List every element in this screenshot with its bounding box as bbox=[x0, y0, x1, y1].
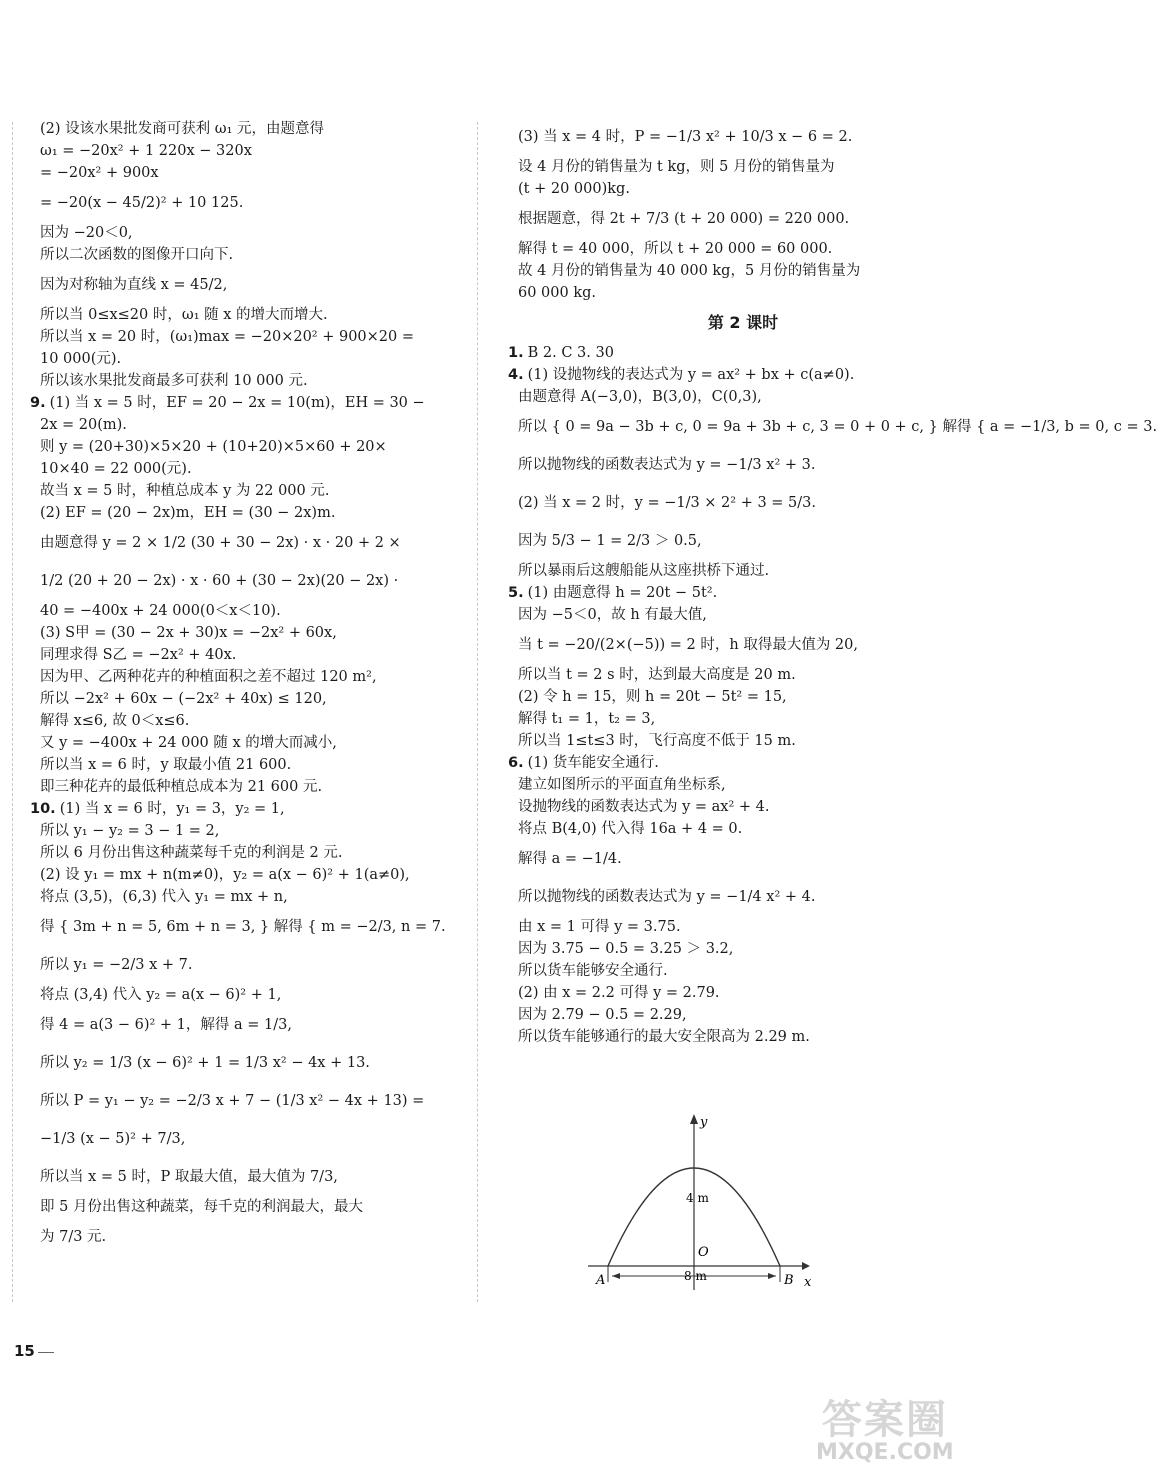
solution-line bbox=[30, 1218, 470, 1256]
line-text: 所以该水果批发商最多可获利 10 000 元. bbox=[40, 373, 308, 389]
x-axis-arrow bbox=[802, 1262, 810, 1270]
line-text: 由 x = 1 可得 y = 3.75. bbox=[518, 919, 681, 935]
solution-line bbox=[508, 282, 978, 304]
line-text: 将点 (3,5)，(6,3) 代入 y₁ = mx + n, bbox=[40, 889, 288, 905]
line-text: 10×40 = 22 000(元). bbox=[40, 461, 192, 477]
solution-line bbox=[508, 1026, 978, 1048]
line-text: 所以 y₁ = −2/3 x + 7. bbox=[40, 957, 193, 973]
line-text: 因为 −5＜0，故 h 有最大值, bbox=[518, 607, 707, 623]
solution-line bbox=[508, 342, 978, 364]
solution-line bbox=[508, 878, 978, 916]
line-text: 10 000(元). bbox=[40, 351, 122, 367]
line-text: 将点 B(4,0) 代入得 16a + 4 = 0. bbox=[518, 821, 743, 837]
line-text: 所以当 x = 6 时，y 取最小值 21 600. bbox=[40, 757, 292, 773]
solution-line bbox=[508, 560, 978, 582]
solution-line bbox=[30, 458, 470, 480]
solution-line bbox=[30, 118, 470, 140]
y-axis-arrow bbox=[690, 1114, 698, 1124]
solution-line bbox=[30, 1120, 470, 1158]
solution-line bbox=[30, 1196, 470, 1218]
line-text: 由题意得 A(−3,0)，B(3,0)，C(0,3), bbox=[518, 389, 762, 405]
solution-line bbox=[30, 886, 470, 908]
solution-line bbox=[30, 1082, 470, 1120]
line-text: (2) 由 x = 2.2 可得 y = 2.79. bbox=[518, 985, 720, 1001]
parabola-bridge-diagram bbox=[588, 1112, 820, 1290]
solution-line bbox=[30, 732, 470, 754]
solution-line bbox=[30, 710, 470, 732]
problem-number: 5. bbox=[508, 585, 524, 601]
solution-line bbox=[508, 938, 978, 960]
width-arrow-right bbox=[768, 1273, 776, 1279]
solution-line bbox=[30, 754, 470, 776]
line-text: 所以 y₂ = 1/3 (x − 6)² + 1 = 1/3 x² − 4x + 13. bbox=[40, 1055, 370, 1071]
line-text: 故当 x = 5 时，种植总成本 y 为 22 000 元. bbox=[40, 483, 330, 499]
solution-line bbox=[30, 1006, 470, 1044]
line-text: 所以 y₁ − y₂ = 3 − 1 = 2, bbox=[40, 823, 220, 839]
line-text: 得 { 3m + n = 5, 6m + n = 3, } 解得 { m = −2/3, n = 7. bbox=[40, 919, 446, 935]
point-a-label: A bbox=[596, 1273, 606, 1288]
line-text: = −20(x − 45/2)² + 10 125. bbox=[40, 195, 244, 211]
line-text: 60 000 kg. bbox=[518, 285, 597, 301]
solution-line bbox=[30, 480, 470, 502]
solution-line bbox=[508, 796, 978, 818]
line-text: 得 4 = a(3 − 6)² + 1，解得 a = 1/3, bbox=[40, 1017, 292, 1033]
solution-line bbox=[508, 664, 978, 686]
line-text: (t + 20 000)kg. bbox=[518, 181, 630, 197]
solution-line bbox=[508, 774, 978, 796]
line-text: (1) 设抛物线的表达式为 y = ax² + bx + c(a≠0). bbox=[527, 367, 855, 383]
line-text: 因为 −20＜0, bbox=[40, 225, 133, 241]
left-column bbox=[30, 118, 470, 1256]
line-text: 所以货车能够通行的最大安全限高为 2.29 m. bbox=[518, 1029, 810, 1045]
solution-line bbox=[508, 982, 978, 1004]
solution-line bbox=[30, 688, 470, 710]
solution-line bbox=[30, 304, 470, 326]
problem-number: 1. bbox=[508, 345, 524, 361]
line-text: 所以二次函数的图像开口向下. bbox=[40, 247, 234, 263]
problem-number: 4. bbox=[508, 367, 524, 383]
line-text: 所以当 0≤x≤20 时，ω₁ 随 x 的增大而增大. bbox=[40, 307, 328, 323]
solution-line bbox=[30, 946, 470, 984]
line-text: 所以抛物线的函数表达式为 y = −1/4 x² + 4. bbox=[518, 889, 816, 905]
solution-line bbox=[508, 200, 978, 238]
solution-line bbox=[508, 522, 978, 560]
problem-number: 9. bbox=[30, 395, 46, 411]
line-text: (2) 设该水果批发商可获利 ω₁ 元，由题意得 bbox=[40, 121, 325, 137]
solution-line bbox=[508, 408, 1157, 446]
solution-line bbox=[30, 140, 470, 162]
solution-line bbox=[30, 984, 470, 1006]
solution-line bbox=[30, 436, 470, 458]
solution-line bbox=[30, 562, 470, 600]
line-text: 所以当 t = 2 s 时，达到最大高度是 20 m. bbox=[518, 667, 796, 683]
line-text: 即 5 月份出售这种蔬菜，每千克的利润最大，最大 bbox=[40, 1199, 363, 1215]
line-text: 因为 5/3 − 1 = 2/3 ＞ 0.5, bbox=[518, 533, 702, 549]
problem-number: 10. bbox=[30, 801, 56, 817]
line-text: 解得 t₁ = 1，t₂ = 3, bbox=[518, 711, 656, 727]
solution-line bbox=[508, 752, 978, 774]
solution-line bbox=[508, 604, 978, 626]
line-text: 所以货车能够安全通行. bbox=[518, 963, 668, 979]
line-text: (2) 设 y₁ = mx + n(m≠0)，y₂ = a(x − 6)² + 1(a≠0), bbox=[40, 867, 410, 883]
line-text: 因为甲、乙两种花卉的种植面积之差不超过 120 m², bbox=[40, 669, 377, 685]
solution-line bbox=[30, 908, 470, 946]
solution-line bbox=[508, 484, 978, 522]
line-text: (1) 由题意得 h = 20t − 5t². bbox=[527, 585, 718, 601]
line-text: 因为 2.79 − 0.5 = 2.29, bbox=[518, 1007, 687, 1023]
solution-line bbox=[508, 960, 978, 982]
x-axis-label: x bbox=[804, 1275, 812, 1290]
solution-line bbox=[508, 840, 978, 878]
line-text: 因为 3.75 − 0.5 = 3.25 ＞ 3.2, bbox=[518, 941, 734, 957]
solution-line bbox=[30, 864, 470, 886]
solution-line bbox=[508, 238, 978, 260]
line-text: (3) 当 x = 4 时，P = −1/3 x² + 10/3 x − 6 = 2. bbox=[518, 129, 853, 145]
right-column bbox=[508, 118, 1157, 1048]
solution-line bbox=[30, 1158, 470, 1196]
line-text: 设抛物线的函数表达式为 y = ax² + 4. bbox=[518, 799, 770, 815]
line-text: 即三种花卉的最低种植总成本为 21 600 元. bbox=[40, 779, 323, 795]
line-text: 将点 (3,4) 代入 y₂ = a(x − 6)² + 1, bbox=[40, 987, 282, 1003]
problem-number: 6. bbox=[508, 755, 524, 771]
line-text: 为 7/3 元. bbox=[40, 1229, 107, 1245]
solution-line bbox=[30, 622, 470, 644]
left-margin-line bbox=[12, 122, 14, 1302]
line-text: 所以 6 月份出售这种蔬菜每千克的利润是 2 元. bbox=[40, 845, 343, 861]
line-text: 所以当 x = 5 时，P 取最大值，最大值为 7/3, bbox=[40, 1169, 338, 1185]
line-text: −1/3 (x − 5)² + 7/3, bbox=[40, 1131, 186, 1147]
solution-line bbox=[508, 260, 978, 282]
line-text: (2) 当 x = 2 时，y = −1/3 × 2² + 3 = 5/3. bbox=[518, 495, 816, 511]
line-text: 所以 −2x² + 60x − (−2x² + 40x) ≤ 120, bbox=[40, 691, 327, 707]
solution-line bbox=[30, 776, 470, 798]
line-text: 根据题意，得 2t + 7/3 (t + 20 000) = 220 000. bbox=[518, 211, 850, 227]
solution-line bbox=[508, 730, 978, 752]
solution-line bbox=[30, 666, 470, 688]
line-text: 40 = −400x + 24 000(0＜x＜10). bbox=[40, 603, 281, 619]
line-text: ω₁ = −20x² + 1 220x − 320x bbox=[40, 143, 252, 159]
line-text: 解得 x≤6, 故 0＜x≤6. bbox=[40, 713, 190, 729]
line-text: 所以当 1≤t≤3 时，飞行高度不低于 15 m. bbox=[518, 733, 796, 749]
y-axis-label: y bbox=[700, 1115, 708, 1130]
solution-line bbox=[30, 600, 470, 622]
solution-line bbox=[508, 156, 978, 178]
solution-line bbox=[30, 524, 470, 562]
line-text: 所以 { 0 = 9a − 3b + c, 0 = 9a + 3b + c, 3 = 0 + 0 + c, } 解得 { a = −1/3, b = 0, c = 3. bbox=[518, 419, 1157, 435]
solution-line bbox=[508, 708, 978, 730]
solution-line bbox=[508, 818, 978, 840]
solution-line bbox=[30, 644, 470, 666]
line-text: (1) 当 x = 6 时，y₁ = 3，y₂ = 1, bbox=[59, 801, 285, 817]
line-text: 同理求得 S乙 = −2x² + 40x. bbox=[40, 647, 237, 663]
line-text: (2) 令 h = 15，则 h = 20t − 5t² = 15, bbox=[518, 689, 787, 705]
section-heading: 第 2 课时 bbox=[707, 313, 779, 332]
line-text: 又 y = −400x + 24 000 随 x 的增大而减小, bbox=[40, 735, 337, 751]
solution-line bbox=[30, 348, 470, 370]
origin-label: O bbox=[698, 1245, 709, 1260]
solution-line bbox=[508, 686, 978, 708]
page-number: 15 bbox=[14, 1342, 35, 1360]
line-text: (2) EF = (20 − 2x)m，EH = (30 − 2x)m. bbox=[40, 505, 336, 521]
line-text: = −20x² + 900x bbox=[40, 165, 159, 181]
line-text: B 2. C 3. 30 bbox=[527, 345, 614, 361]
line-text: 建立如图所示的平面直角坐标系, bbox=[518, 777, 726, 793]
solution-line bbox=[30, 820, 470, 842]
solution-line bbox=[30, 326, 470, 348]
solution-line bbox=[508, 178, 978, 200]
solution-line bbox=[508, 626, 978, 664]
height-label: 4 m bbox=[686, 1191, 709, 1205]
line-text: 1/2 (20 + 20 − 2x) · x · 60 + (30 − 2x)(20 − 2x) · bbox=[40, 573, 399, 589]
solution-line bbox=[30, 162, 470, 184]
solution-line bbox=[508, 916, 978, 938]
solution-line bbox=[30, 266, 470, 304]
solution-line bbox=[30, 370, 470, 392]
line-text: 当 t = −20/(2×(−5)) = 2 时，h 取得最大值为 20, bbox=[518, 637, 858, 653]
watermark-site: MXQE.COM bbox=[816, 1440, 954, 1465]
line-text: (1) 货车能安全通行. bbox=[527, 755, 659, 771]
solution-line bbox=[30, 1044, 470, 1082]
line-text: 则 y = (20+30)×5×20 + (10+20)×5×60 + 20× bbox=[40, 439, 387, 455]
solution-line bbox=[30, 184, 470, 222]
watermark-logo bbox=[808, 1388, 988, 1466]
line-text: 所以暴雨后这艘船能从这座拱桥下通过. bbox=[518, 563, 770, 579]
line-text: 2x = 20(m). bbox=[40, 417, 127, 433]
line-text: 设 4 月份的销售量为 t kg，则 5 月份的销售量为 bbox=[518, 159, 835, 175]
solution-line bbox=[30, 414, 470, 436]
solution-line bbox=[508, 364, 978, 386]
line-text: 故 4 月份的销售量为 40 000 kg，5 月份的销售量为 bbox=[518, 263, 861, 279]
line-text: 所以 P = y₁ − y₂ = −2/3 x + 7 − (1/3 x² − 4x + 13) = bbox=[40, 1093, 425, 1109]
line-text: (1) 当 x = 5 时，EF = 20 − 2x = 10(m)，EH = 30 − bbox=[49, 395, 425, 411]
line-text: 由题意得 y = 2 × 1/2 (30 + 30 − 2x) · x · 20 + 2 × bbox=[40, 535, 401, 551]
watermark-text: 答案圈 bbox=[822, 1397, 948, 1443]
width-arrow-left bbox=[612, 1273, 620, 1279]
line-text: 所以当 x = 20 时，(ω₁)max = −20×20² + 900×20 = bbox=[40, 329, 415, 345]
line-text: 所以抛物线的函数表达式为 y = −1/3 x² + 3. bbox=[518, 457, 816, 473]
solution-line bbox=[30, 842, 470, 864]
line-text: (3) S甲 = (30 − 2x + 30)x = −2x² + 60x, bbox=[40, 625, 337, 641]
solution-line bbox=[30, 244, 470, 266]
solution-line bbox=[30, 798, 470, 820]
solution-line bbox=[508, 118, 978, 156]
page-number-dash bbox=[38, 1352, 54, 1353]
solution-line bbox=[30, 502, 470, 524]
solution-line bbox=[508, 386, 978, 408]
solution-line bbox=[508, 1004, 978, 1026]
solution-line bbox=[30, 222, 470, 244]
point-b-label: B bbox=[784, 1273, 794, 1288]
line-text: 解得 a = −1/4. bbox=[518, 851, 622, 867]
column-divider bbox=[477, 122, 479, 1302]
line-text: 解得 t = 40 000，所以 t + 20 000 = 60 000. bbox=[518, 241, 833, 257]
solution-line bbox=[30, 392, 470, 414]
line-text: 因为对称轴为直线 x = 45/2, bbox=[40, 277, 228, 293]
width-label: 8 m bbox=[684, 1269, 707, 1283]
solution-line bbox=[508, 582, 978, 604]
solution-line bbox=[508, 446, 978, 484]
